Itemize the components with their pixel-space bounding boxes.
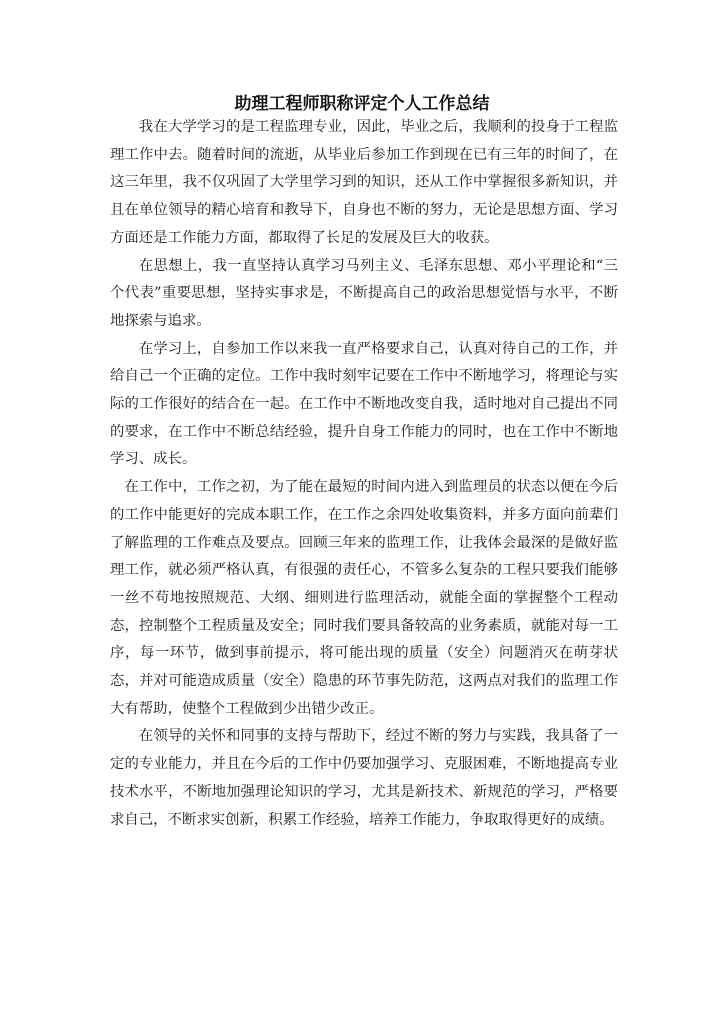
document-title: 助理工程师职称评定个人工作总结 [234,94,490,114]
paragraph-4: 在工作中，工作之初，为了能在最短的时间内进入到监理员的状态以便在今后的工作中能更好的完成本职工作，在工作之余四处收集资料，并多方面向前辈们了解监理的工作难点及要点。回顾三年来的监理工作，让我体会最深的是做好监理工作，就必须严格认真，有很强的责任心，不管多么复杂的工程只要我们能够一丝不苟地按照规范、大纲、细则进行监理活动，就能全面的掌握整个工程动态，控制整个工程质量及安全；同时我们要具备较高的业务素质，就能对每一工序，每一环节，做到事前提示，将可能出现的质量（安全）问题消灭在萌芽状态，并对可能造成质量（安全）隐患的环节事先防范，这两点对我们的监理工作大有帮助，使整个工程做到少出错少改正。 [110,479,618,717]
paragraph-2: 在思想上，我一直坚持认真学习马列主义、毛泽东思想、邓小平理论和“三个代表”重要思想，坚持实事求是，不断提高自己的政治思想觉悟与水平，不断地探索与追求。 [110,257,618,329]
paragraph-3: 在学习上，自参加工作以来我一直严格要求自己，认真对待自己的工作，并给自己一个正确的定位。工作中我时刻牢记要在工作中不断地学习，将理论与实际的工作很好的结合在一起。在工作中不断地改变自我，适时地对自己提出不同的要求，在工作中不断总结经验，提升自身工作能力的同时，也在工作中不断地学习、成长。 [110,340,618,468]
paragraph-5: 在领导的关怀和同事的支持与帮助下，经过不断的努力与实践，我具备了一定的专业能力，并且在今后的工作中仍要加强学习、克服困难，不断地提高专业技术水平，不断地加强理论知识的学习，尤其是新技术、新规范的学习，严格要求自己，不断求实创新，积累工作经验，培养工作能力，争取取得更好的成绩。 [110,728,618,828]
paragraph-1: 我在大学学习的是工程监理专业，因此，毕业之后，我顺利的投身于工程监理工作中去。随着时间的流逝，从毕业后参加工作到现在已有三年的时间了，在这三年里，我不仅巩固了大学里学习到的知识，还从工作中掌握很多新知识，并且在单位领导的精心培育和教导下，自身也不断的努力，无论是思想方面、学习方面还是工作能力方面，都取得了长足的发展及巨大的收获。 [110,119,618,246]
document-body [110,114,618,834]
